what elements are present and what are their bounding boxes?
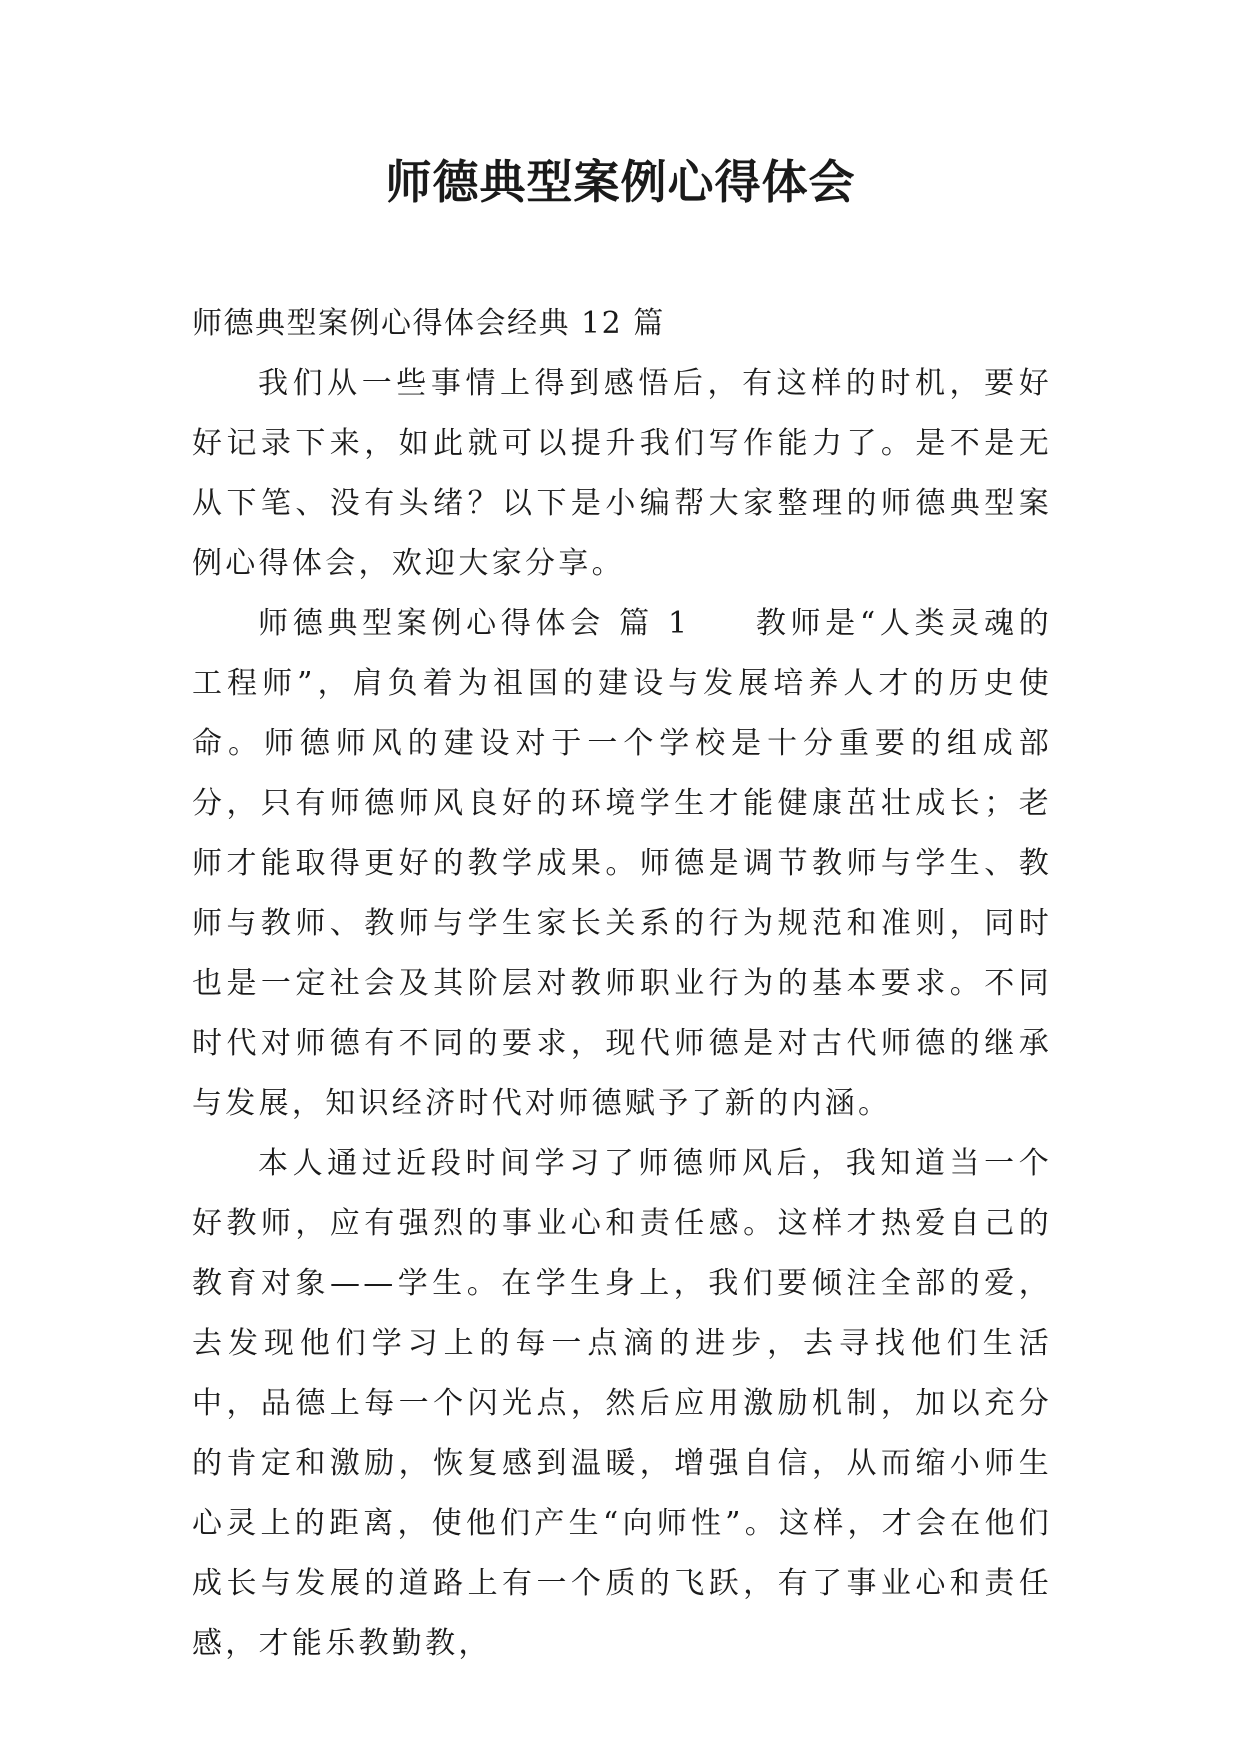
section-1-first-paragraph [192, 594, 1052, 1134]
intro-paragraph: 我们从一些事情上得到感悟后，有这样的时机，要好好记录下来，如此就可以提升我们写作能力了。是不是无从下笔、没有头绪？以下是小编帮大家整理的师德典型案例心得体会，欢迎大家分享。 [192, 366, 1052, 581]
section-heading: 师德典型案例心得体会 篇 1 [258, 606, 691, 641]
section-1-paragraph-1: 教师是“人类灵魂的工程师”，肩负着为祖国的建设与发展培养人才的历史使命。师德师风的建设对于一个学校是十分重要的组成部分，只有师德师风良好的环境学生才能健康茁壮成长；老师才能取得更好的教学成果。师德是调节教师与学生、教师与教师、教师与学生家长关系的行为规范和准则，同时也是一定社会及其阶层对教师职业行为的基本要求。不同时代对师德有不同的要求，现代师德是对古代师德的继承与发展，知识经济时代对师德赋予了新的内涵。 [192, 606, 1052, 1121]
document-body [192, 294, 1052, 1674]
section-1-paragraph-2: 本人通过近段时间学习了师德师风后，我知道当一个好教师，应有强烈的事业心和责任感。这样才热爱自己的教育对象——学生。在学生身上，我们要倾注全部的爱，去发现他们学习上的每一点滴的进步，去寻找他们生活中，品德上每一个闪光点，然后应用激励机制，加以充分的肯定和激励，恢复感到温暖，增强自信，从而缩小师生心灵上的距离，使他们产生“向师性”。这样，才会在他们成长与发展的道路上有一个质的飞跃，有了事业心和责任感，才能乐教勤教， [192, 1146, 1052, 1661]
document-title: 师德典型案例心得体会 [385, 155, 856, 209]
document-subtitle: 师德典型案例心得体会经典 12 篇 [192, 306, 665, 341]
